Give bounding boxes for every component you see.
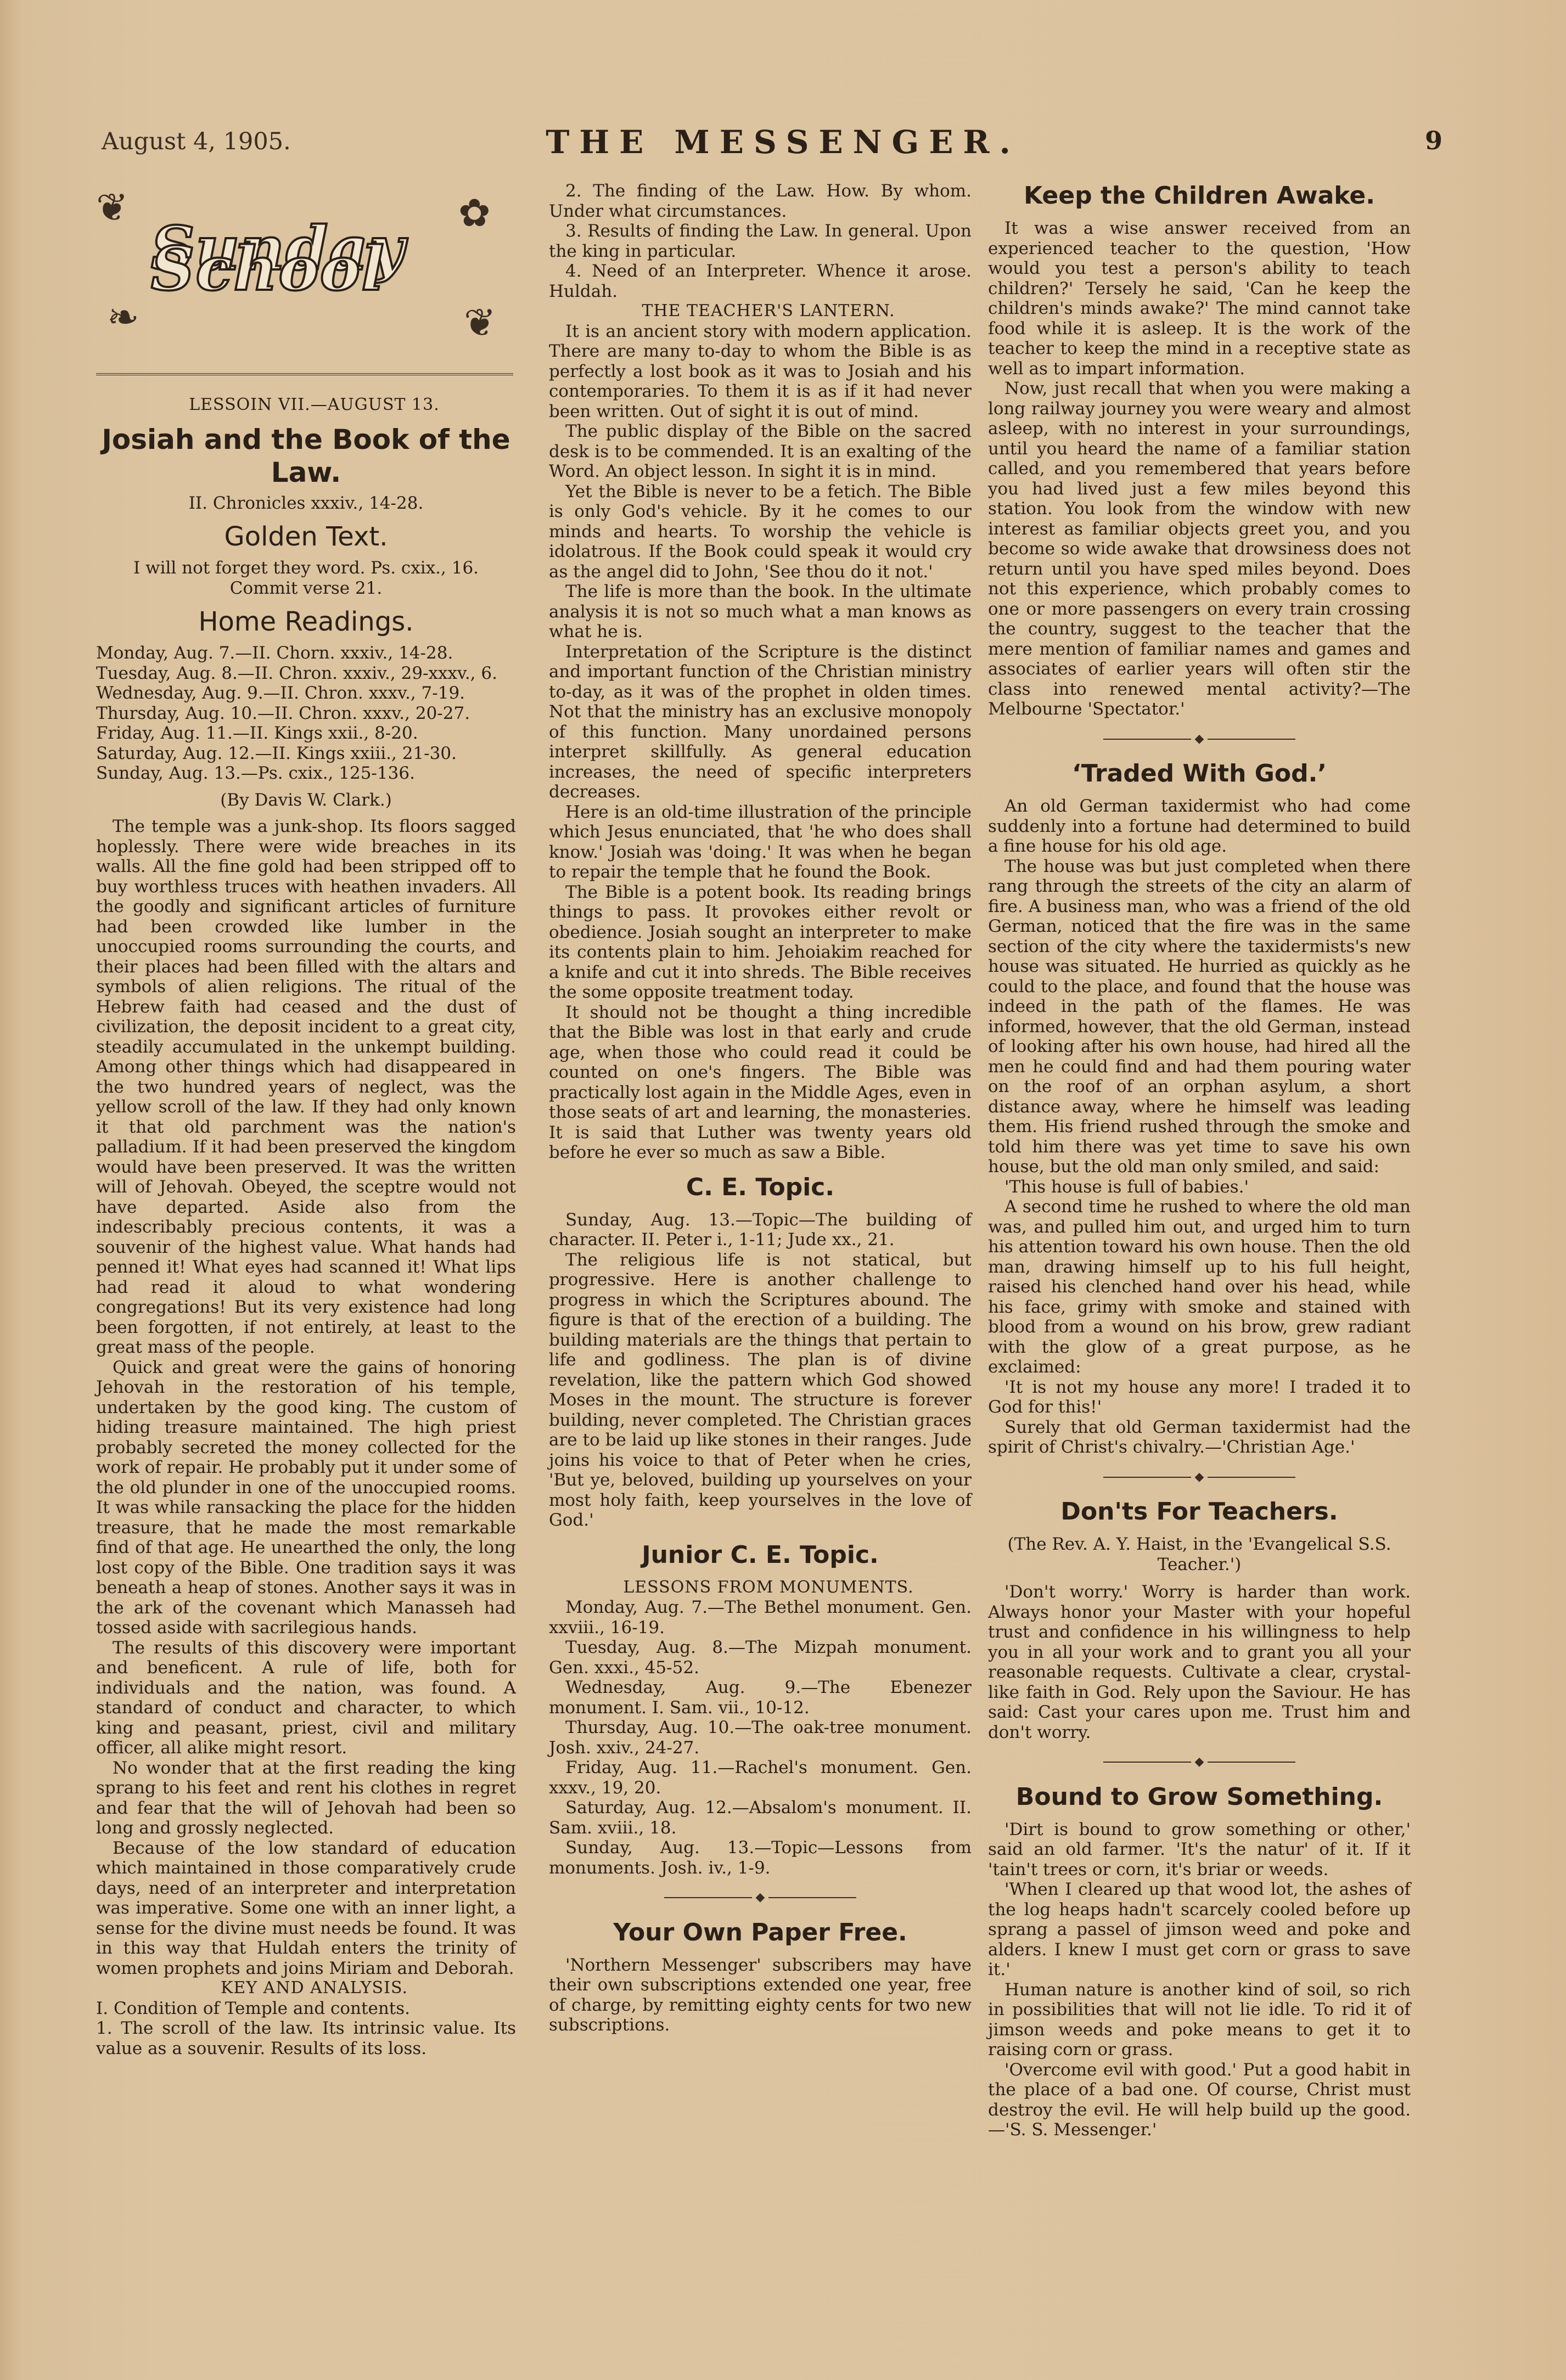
- lesson-paragraph: The temple was a junk-shop. Its floors sagged hoplessly. There were wide breaches in its walls. All the fine gold had been stripped off to buy worthless truces with heathen invaders. All the goodly and significant articles of furniture had been crowded like lumber in the unoccupied rooms surrounding the courts, and their places had been filled with the altars and symbols of alien religions. The ritual of the Hebrew faith had ceased and the dust of civilization, the deposit incident to a great city, steadily accumulated in the unkempt building. Among other things which had disappeared in the two hundred years of neglect, was the yellow scroll of the law. If they had only known it that old parchment was the nation's palladium. If it had been preserved the kingdom would have been preserved. It was the written will of Jehovah. Obeyed, the sceptre would not have departed. Aside also from the indescribably precious contents, it was a souvenir of the highest value. What hands had penned it! What eyes had scanned it! What lips had read it aloud to what wondering congregations! But its very existence had long been forgotten, if not entirely, at least to the great mass of the people.: [96, 817, 516, 1357]
- section-divider: ◆: [988, 1752, 1411, 1773]
- lantern-paragraph: Here is an old-time illustration of the principle which Jesus enunciated, that 'he who does shall know.' Josiah was 'doing.' It was when he began to repair the temple that he found the Book.: [549, 802, 972, 882]
- lesson-number: LESSOIN VII.—AUGUST 13.: [189, 395, 440, 414]
- junior-topic-subheading: LESSONS FROM MONUMENTS.: [623, 1577, 914, 1597]
- junior-topic-item: Monday, Aug. 7.—The Bethel monument. Gen. xxviii., 16-19.: [549, 1597, 972, 1638]
- own-paper-heading: Your Own Paper Free.: [613, 1918, 907, 1946]
- foliage-icon: ❦: [96, 185, 128, 230]
- byline: (By Davis W. Clark.): [220, 790, 392, 810]
- masthead: THE MESSENGER.: [546, 123, 1020, 161]
- key-item: 1. The scroll of the law. Its intrinsic value. Its value as a souvenir. Results of its loss.: [96, 2018, 516, 2058]
- traded-paragraph: A second time he rushed to where the old man was, and pulled him out, and urged him to turn his attention toward his own house. Then the old man, drawing himself up to his full height, raised his clenched hand over his head, while his face, grimy with smoke and stained with blood from a wound on his brow, grew radiant with the glow of a great purpose, as he exclaimed:: [988, 1197, 1411, 1377]
- page-header: [102, 123, 1464, 173]
- bound-paragraph: Human nature is another kind of soil, so rich in possibilities that will not lie idle. To rid it of jimson weeds and poke means to get it to raising corn or grass.: [988, 1979, 1411, 2060]
- lesson-title: Josiah and the Book of the Law.: [102, 423, 510, 488]
- lesson-reference: II. Chronicles xxxiv., 14-28.: [188, 493, 424, 513]
- reading-item: Tuesday, Aug. 8.—II. Chron. xxxiv., 29-xxxv., 6.: [96, 663, 497, 683]
- foliage-icon: ✿: [458, 190, 491, 235]
- traded-paragraph: An old German taxidermist who had come suddenly into a fortune had determined to build a fine house for his old age.: [988, 796, 1411, 856]
- section-divider: ◆: [549, 1888, 972, 1908]
- home-readings: [96, 643, 516, 784]
- junior-topic-item: Saturday, Aug. 12.—Absalom's monument. II. Sam. xviii., 18.: [549, 1798, 972, 1838]
- lantern-paragraph: The public display of the Bible on the sacred desk is to be commended. It is an exalting of the Word. An object lesson. In sight it is in mind.: [549, 421, 972, 481]
- reading-item: Thursday, Aug. 10.—II. Chron. xxxv., 20-27.: [96, 703, 470, 723]
- keep-awake-paragraph: It was a wise answer received from an experienced teacher to the question, 'How would you test a person's ability to teach children?' Tersely he said, 'Can he keep the children's minds awake?' The mind cannot take food while it is asleep. It is the work of the teacher to keep the mind in a receptive state as well as to impart information.: [988, 218, 1411, 379]
- reading-item: Monday, Aug. 7.—II. Chorn. xxxiv., 14-28.: [96, 643, 453, 663]
- key-item: 2. The finding of the Law. How. By whom. Under what circumstances.: [549, 181, 972, 221]
- column-1: [96, 181, 516, 2058]
- lesson-paragraph: Because of the low standard of education which maintained in those comparatively crude days, need of an interpreter and interpretation was imperative. Some one with an inner light, a sense for the divine must needs be found. It was in this way that Huldah enters the trinity of women prophets and joins Miriam and Deborah.: [96, 1838, 516, 1978]
- commit-verse: Commit verse 21.: [229, 578, 383, 598]
- traded-paragraph: 'This house is full of babies.': [1004, 1177, 1249, 1197]
- reading-item: Saturday, Aug. 12.—II. Kings xxiii., 21-30.: [96, 743, 457, 763]
- donts-heading: Don'ts For Teachers.: [1060, 1498, 1338, 1526]
- junior-topic-item: Thursday, Aug. 10.—The oak-tree monument. Josh. xxiv., 24-27.: [549, 1718, 972, 1758]
- traded-paragraph: The house was but just completed when there rang through the streets of the city an alarm of fire. A business man, who was a friend of the old German, noticed that the fire was in the same section of the city where the taxidermists's new house was situated. He hurried as quickly as he could to the place, and found that the house was indeed in the path of the flames. He was informed, however, that the old German, instead of looking after his own house, had hired all the men he could find and had them pouring water on the roof of an orphan asylum, a short distance away, where he himself was leading them. His friend rushed through the smoke and told him there was yet time to save his own house, but the old man only smiled, and said:: [988, 856, 1411, 1177]
- traded-paragraph: 'It is not my house any more! I traded it to God for this!': [988, 1377, 1411, 1417]
- home-readings-heading: Home Readings.: [198, 606, 414, 637]
- bound-heading: Bound to Grow Something.: [1015, 1782, 1383, 1811]
- bound-paragraph: 'Overcome evil with good.' Put a good habit in the place of a bad one. Of course, Christ must destroy the evil. He will help build up the good.—'S. S. Messenger.': [988, 2060, 1411, 2140]
- banner-title: Sunday School: [151, 213, 406, 304]
- junior-topic-heading: Junior C. E. Topic.: [642, 1540, 879, 1569]
- key-item: 3. Results of finding the Law. In general. Upon the king in particular.: [549, 221, 972, 261]
- lantern-heading: THE TEACHER'S LANTERN.: [642, 301, 895, 320]
- bound-paragraph: 'Dirt is bound to grow something or other,' said an old farmer. 'It's the natur' of it. If it 'tain't trees or corn, it's briar or weeds.: [988, 1819, 1411, 1880]
- lesson-paragraph: Quick and great were the gains of honoring Jehovah in the restoration of his temple, undertaken by the good king. The custom of hiding treasure maintained. The high priest probably secreted the money collected for the work of repair. He probably put it under some of the old plunder in one of the unoccupied rooms. It was while ransacking the place for the hidden treasure, that he made the most remarkable find of that age. He unearthed the only, the long lost copy of the Bible. One tradition says it was beneath a heap of stones. Another says it was in the ark of the covenant which Manasseh had tossed aside with sacrilegious hands.: [96, 1357, 516, 1638]
- reading-item: Friday, Aug. 11.—II. Kings xxii., 8-20.: [96, 723, 418, 743]
- reading-item: Wednesday, Aug. 9.—II. Chron. xxxv., 7-19.: [96, 683, 465, 703]
- lantern-paragraph: It should not be thought a thing incredible that the Bible was lost in that early and crude age, when those who could read it could be counted on one's fingers. The Bible was practically lost again in the Middle Ages, even in those seats of art and learning, the monasteries. It is said that Luther was twenty years old before he ever so much as saw a Bible.: [549, 1002, 972, 1162]
- key-item: 4. Need of an Interpreter. Whence it arose. Huldah.: [549, 261, 972, 301]
- ce-topic-paragraph: The religious life is not statical, but progressive. Here is another challenge to progress in which the Scriptures abound. The figure is that of the erection of a building. The building materials are the things that pertain to life and godliness. The plan is of divine revelation, like the pattern which God showed Moses in the mount. The structure is forever building, never completed. The Christian graces are to be laid up like stones in their ranges. Jude joins his voice to that of Peter when he cries, 'But ye, beloved, building up yourselves on your most holy faith, keep yourselves in the love of God.': [549, 1250, 972, 1530]
- junior-topic-item: Tuesday, Aug. 8.—The Mizpah monument. Gen. xxxi., 45-52.: [549, 1638, 972, 1678]
- golden-text: I will not forget they word. Ps. cxix., 16.: [133, 558, 479, 578]
- donts-text: 'Don't worry.' Worry is harder than work. Always honor your Master with your hopeful trust and confidence in his willingness to help you in all your work and to grant you all your reasonable requests. Cultivate a clear, crystal-like faith in God. Rely upon the Saviour. He has said: Cast your cares upon me. Trust him and don't worry.: [988, 1582, 1411, 1742]
- traded-heading: ‘Traded With God.’: [1072, 759, 1327, 787]
- key-item: I. Condition of Temple and contents.: [96, 1998, 411, 2018]
- section-divider: ◆: [988, 729, 1411, 750]
- golden-text-heading: Golden Text.: [224, 521, 388, 552]
- column-2: [549, 181, 972, 2035]
- lantern-paragraph: Interpretation of the Scripture is the distinct and important function of the Christian ministry to-day, as it was of the prophet in olden times. Not that the ministry has an exclusive monopoly of this function. Many unordained persons interpret skillfully. As general education increases, the need of specific interpreters decreases.: [549, 642, 972, 802]
- lantern-paragraph: It is an ancient story with modern application. There are many to-day to whom the Bible is as perfectly a lost book as it was to Josiah and his contemporaries. To them it is as if it had never been written. Out of sight it is out of mind.: [549, 321, 972, 421]
- reading-item: Sunday, Aug. 13.—Ps. cxix., 125-136.: [96, 763, 415, 783]
- ce-topic-heading: C. E. Topic.: [686, 1173, 835, 1201]
- section-divider: ◆: [988, 1467, 1411, 1488]
- traded-paragraph: Surely that old German taxidermist had the spirit of Christ's chivalry.—'Christian Age.': [988, 1417, 1411, 1457]
- foliage-icon: ❧: [107, 295, 139, 340]
- keep-awake-paragraph: Now, just recall that when you were making a long railway journey you were weary and almost asleep, with no interest in your surroundings, until you heard the name of a familiar station called, and you remembered that years before you had lived just a few miles beyond this station. You look from the window with new interest as familiar objects greet you, and you become so wide awake that drowsiness does not return until you have sped miles beyond. Does not this experience, which probably comes to one or more passengers on every train crossing the country, suggest to the teacher that the mere mention of familiar names and games and associates of earlier years will often stir the class into renewed mental activity?—The Melbourne 'Spectator.': [988, 379, 1411, 719]
- lesson-paragraph: No wonder that at the first reading the king sprang to his feet and rent his clothes in regret and fear that the will of Jehovah had been so long and grossly neglected.: [96, 1758, 516, 1838]
- ce-topic-paragraph: Sunday, Aug. 13.—Topic—The building of character. II. Peter i., 1-11; Jude xx., 21.: [549, 1209, 972, 1250]
- junior-topic-item: Sunday, Aug. 13.—Topic—Lessons from monuments. Josh. iv., 1-9.: [549, 1838, 972, 1878]
- column-3: [988, 181, 1411, 2140]
- foliage-icon: ❦: [464, 300, 496, 345]
- key-heading: KEY AND ANALYSIS.: [221, 1978, 408, 1998]
- lantern-paragraph: The life is more than the book. In the ultimate analysis it is not so much what a man knows as what he is.: [549, 582, 972, 642]
- lantern-paragraph: The Bible is a potent book. Its reading brings things to pass. It provokes either revolt or obedience. Josiah sought an interpreter to make its contents plain to him. Jehoiakim reached for a knife and cut it into shreds. The Bible receives the some opposite treatment today.: [549, 882, 972, 1002]
- sunday-school-banner: [96, 181, 516, 390]
- lantern-paragraph: Yet the Bible is never to be a fetich. The Bible is only God's vehicle. By it he comes to our minds and hearts. To worship the vehicle is idolatrous. If the Book could speak it would cry as the angel did to John, 'See thou do it not.': [549, 481, 972, 582]
- keep-awake-heading: Keep the Children Awake.: [1024, 182, 1375, 210]
- page-number: 9: [1424, 126, 1442, 155]
- issue-date: August 4, 1905.: [102, 128, 291, 155]
- donts-source: (The Rev. A. Y. Haist, in the 'Evangelical S.S. Teacher.'): [1007, 1534, 1391, 1574]
- bound-paragraph: 'When I cleared up that wood lot, the ashes of the log heaps hadn't scarcely cooled before up sprang a passel of jimson weed and poke and alders. I knew I must get corn or grass to save it.': [988, 1880, 1411, 1979]
- lesson-paragraph: The results of this discovery were important and beneficent. A rule of life, both for individuals and the nation, was found. A standard of conduct and character, to which king and peasant, priest, civil and military officer, all alike might resort.: [96, 1638, 516, 1758]
- junior-topic-item: Wednesday, Aug. 9.—The Ebenezer monument. I. Sam. vii., 10-12.: [549, 1678, 972, 1718]
- junior-topic-item: Friday, Aug. 11.—Rachel's monument. Gen. xxxv., 19, 20.: [549, 1758, 972, 1798]
- own-paper-text: 'Northern Messenger' subscribers may have their own subscriptions extended one year, free of charge, by remitting eighty cents for two new subscriptions.: [549, 1955, 972, 2035]
